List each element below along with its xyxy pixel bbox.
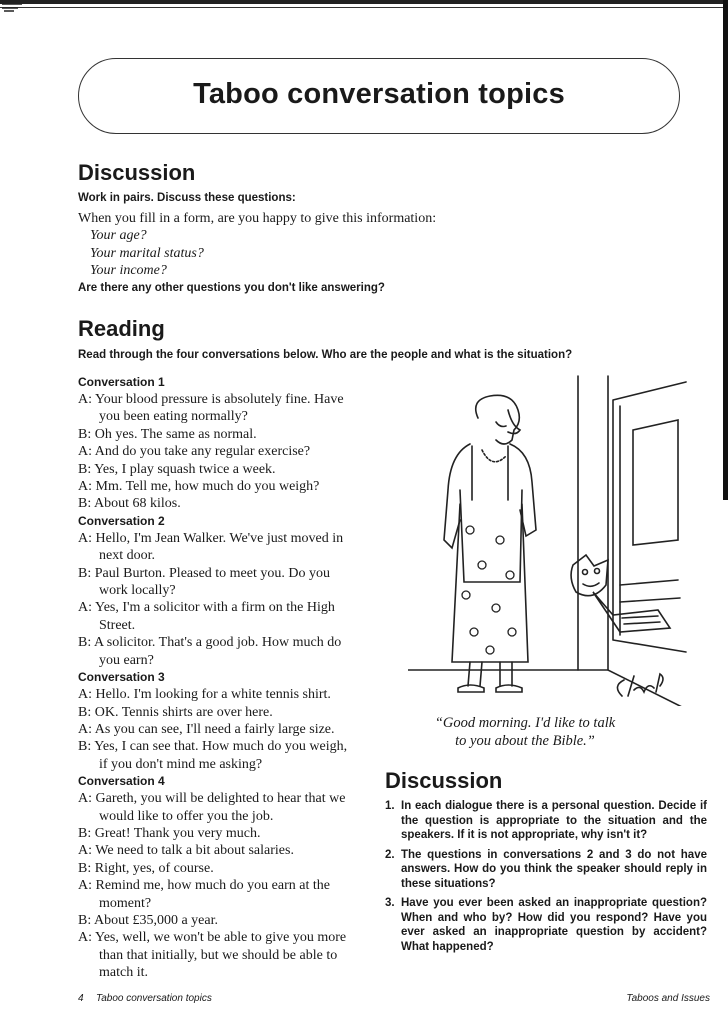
caption-line-1: “Good morning. I'd like to talk <box>434 715 616 731</box>
discussion-item: Your age? <box>90 228 147 244</box>
discussion-instruction: Work in pairs. Discuss these questions: <box>78 192 296 204</box>
dialogue-line-cont: next door. <box>99 548 155 564</box>
dialogue-line: B: Oh yes. The same as normal. <box>78 426 257 442</box>
dialogue-line-cont: work locally? <box>99 583 176 599</box>
dialogue-line: B: About £35,000 a year. <box>78 912 218 928</box>
dialogue-line: A: Hello, I'm Jean Walker. We've just moved in <box>78 530 344 546</box>
conversation-1 <box>78 374 378 513</box>
discussion-item: Your marital status? <box>90 245 204 261</box>
dialogue-line-cont: Street. <box>99 617 136 633</box>
dialogue-line: A: Your blood pressure is absolutely fine. Have <box>78 392 344 407</box>
discussion-item: Your income? <box>90 263 167 279</box>
binder-clip-mark <box>0 0 30 14</box>
discussion-intro <box>78 210 436 280</box>
question-item: 1. In each dialogue there is a personal question. Decide if the question is appropriate to the situation and the speakers. If it is not appropriate, why isn't it? <box>385 800 707 841</box>
dialogue-line: B: Yes, I play squash twice a week. <box>78 461 276 477</box>
conversation-title: Conversation 4 <box>78 774 165 789</box>
discussion2-heading: Discussion <box>385 768 503 793</box>
question-item: 2. The questions in conversations 2 and 3 do not have answers. How do you think the speaker should reply in these situations? <box>385 848 707 890</box>
discussion-question: Are there any other questions you don't like answering? <box>78 282 385 294</box>
discussion-heading: Discussion <box>78 160 196 185</box>
dialogue-line: B: Great! Thank you very much. <box>78 825 261 841</box>
dialogue-line: A: We need to talk a bit about salaries. <box>78 843 294 859</box>
discussion2-questions <box>385 799 707 959</box>
dialogue-line-cont: if you don't mind me asking? <box>99 756 263 772</box>
top-border-thin-line <box>0 7 728 8</box>
dialogue-line-cont: you earn? <box>99 652 154 668</box>
conversation-4 <box>78 773 378 981</box>
footer-right-text: Taboos and Issues <box>626 993 710 1004</box>
dialogue-line: A: And do you take any regular exercise? <box>78 444 311 460</box>
question-item: 3. Have you ever been asked an inappropriate question? When and who by? How did you respond? Have you ever asked an inappropriate question by accident? What happened? <box>385 897 707 953</box>
dialogue-line: A: Yes, well, we won't be able to give you more <box>78 930 347 946</box>
dialogue-line: B: A solicitor. That's a good job. How much do <box>78 635 342 651</box>
page-title: Taboo conversation topics <box>193 78 565 110</box>
dialogue-line: A: Yes, I'm a solicitor with a firm on the High <box>78 600 335 616</box>
dialogue-line-cont: you been eating normally? <box>99 409 248 425</box>
dialogue-line: A: Remind me, how much do you earn at the <box>78 878 330 894</box>
conversations <box>78 374 378 982</box>
dialogue-line: A: Mm. Tell me, how much do you weigh? <box>78 479 320 495</box>
dialogue-line-cont: than that initially, but we should be able to <box>99 947 338 963</box>
dialogue-line: B: OK. Tennis shirts are over here. <box>78 704 273 720</box>
footer-left-text: Taboo conversation topics <box>96 993 212 1004</box>
dialogue-line-cont: would like to offer you the job. <box>99 808 274 824</box>
caption-line-2: to you about the Bible.” <box>455 733 595 749</box>
dialogue-line-cont: match it. <box>99 965 148 981</box>
dialogue-line: A: As you can see, I'll need a fairly large size. <box>78 721 335 737</box>
discussion-intro-text: When you fill in a form, are you happy to give this information: <box>78 211 437 226</box>
reading-heading: Reading <box>78 316 165 341</box>
conversation-3 <box>78 669 378 773</box>
conversation-title: Conversation 2 <box>78 513 165 528</box>
dialogue-line: B: About 68 kilos. <box>78 496 181 512</box>
dialogue-line: B: Yes, I can see that. How much do you weigh, <box>78 739 348 755</box>
dialogue-line: B: Paul Burton. Pleased to meet you. Do you <box>78 565 330 581</box>
top-border-line <box>0 0 728 4</box>
conversation-2 <box>78 513 378 669</box>
cartoon-signature: Clive <box>654 702 657 703</box>
footer-page-number: 4 <box>78 993 84 1004</box>
dialogue-line: B: Right, yes, of course. <box>78 860 214 876</box>
reading-instruction: Read through the four conversations below. Who are the people and what is the situation? <box>78 349 573 361</box>
dialogue-line: A: Gareth, you will be delighted to hear that we <box>78 791 346 807</box>
conversation-title: Conversation 3 <box>78 670 165 685</box>
dialogue-line-cont: moment? <box>99 895 152 911</box>
page-edge-shadow <box>723 0 728 500</box>
conversation-title: Conversation 1 <box>78 375 165 389</box>
cartoon-illustration <box>408 370 688 706</box>
dialogue-line: A: Hello. I'm looking for a white tennis shirt. <box>78 687 331 703</box>
cartoon-caption <box>390 714 660 750</box>
